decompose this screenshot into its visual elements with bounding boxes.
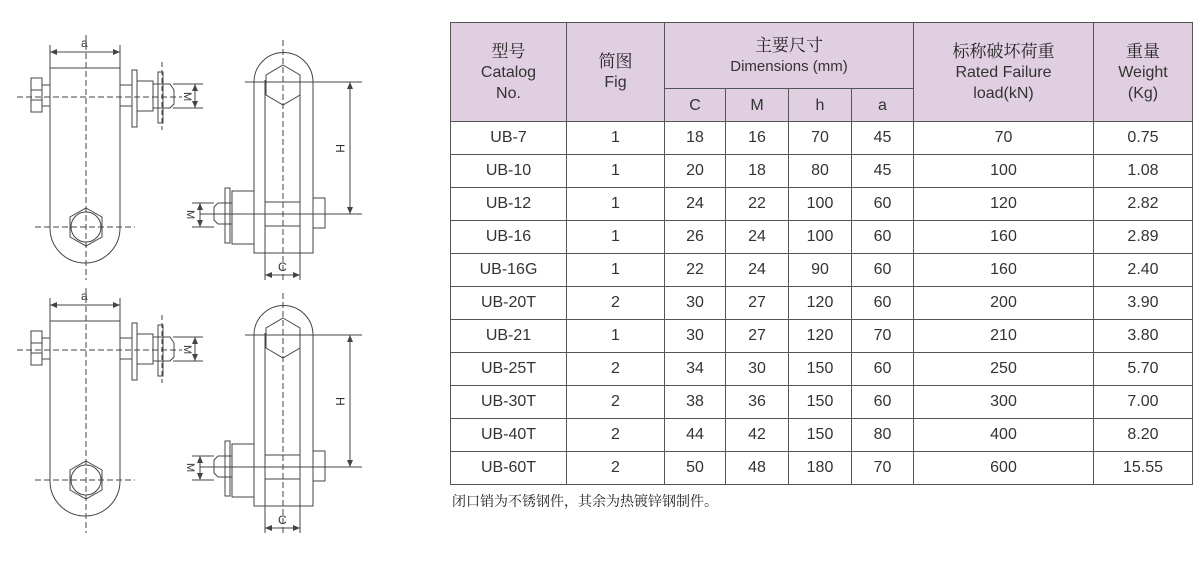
cell-catalog-no: UB-21 bbox=[451, 320, 567, 353]
cell-c: 26 bbox=[665, 221, 726, 254]
label-a: a bbox=[81, 36, 88, 50]
cell-m: 18 bbox=[726, 155, 789, 188]
cell-a: 45 bbox=[852, 122, 914, 155]
cell-c: 30 bbox=[665, 287, 726, 320]
cell-h: 150 bbox=[789, 419, 852, 452]
cell-fig: 1 bbox=[567, 221, 665, 254]
cell-fig: 1 bbox=[567, 188, 665, 221]
cell-rated-load: 100 bbox=[914, 155, 1094, 188]
cell-c: 30 bbox=[665, 320, 726, 353]
cell-m: 16 bbox=[726, 122, 789, 155]
cell-weight: 2.89 bbox=[1094, 221, 1193, 254]
header-h: h bbox=[789, 89, 852, 122]
cell-h: 80 bbox=[789, 155, 852, 188]
cell-a: 70 bbox=[852, 320, 914, 353]
cell-h: 150 bbox=[789, 353, 852, 386]
label-m: M bbox=[181, 92, 193, 102]
cell-catalog-no: UB-10 bbox=[451, 155, 567, 188]
label-a: a bbox=[81, 289, 88, 303]
cell-c: 50 bbox=[665, 452, 726, 485]
cell-weight: 7.00 bbox=[1094, 386, 1193, 419]
cell-c: 22 bbox=[665, 254, 726, 287]
cell-fig: 2 bbox=[567, 353, 665, 386]
cell-fig: 2 bbox=[567, 287, 665, 320]
cell-catalog-no: UB-20T bbox=[451, 287, 567, 320]
cell-a: 70 bbox=[852, 452, 914, 485]
cell-m: 30 bbox=[726, 353, 789, 386]
table-row bbox=[451, 287, 1193, 320]
cell-h: 100 bbox=[789, 221, 852, 254]
cell-fig: 1 bbox=[567, 155, 665, 188]
header-fig: 简图 Fig bbox=[567, 23, 665, 122]
cell-c: 24 bbox=[665, 188, 726, 221]
cell-weight: 3.90 bbox=[1094, 287, 1193, 320]
cell-weight: 3.80 bbox=[1094, 320, 1193, 353]
cell-weight: 2.40 bbox=[1094, 254, 1193, 287]
header-load: 标称破坏荷重 Rated Failure load(kN) bbox=[914, 23, 1094, 122]
cell-catalog-no: UB-16 bbox=[451, 221, 567, 254]
cell-rated-load: 160 bbox=[914, 221, 1094, 254]
table-row bbox=[451, 320, 1193, 353]
figure-2 bbox=[17, 288, 362, 535]
cell-a: 45 bbox=[852, 155, 914, 188]
cell-fig: 1 bbox=[567, 254, 665, 287]
cell-rated-load: 400 bbox=[914, 419, 1094, 452]
cell-rated-load: 160 bbox=[914, 254, 1094, 287]
cell-h: 180 bbox=[789, 452, 852, 485]
cell-rated-load: 70 bbox=[914, 122, 1094, 155]
cell-fig: 1 bbox=[567, 122, 665, 155]
label-h: H bbox=[333, 397, 347, 406]
cell-weight: 0.75 bbox=[1094, 122, 1193, 155]
cell-rated-load: 120 bbox=[914, 188, 1094, 221]
cell-weight: 2.82 bbox=[1094, 188, 1193, 221]
cell-c: 38 bbox=[665, 386, 726, 419]
cell-fig: 2 bbox=[567, 452, 665, 485]
cell-a: 60 bbox=[852, 254, 914, 287]
cell-a: 60 bbox=[852, 287, 914, 320]
cell-weight: 15.55 bbox=[1094, 452, 1193, 485]
cell-catalog-no: UB-16G bbox=[451, 254, 567, 287]
cell-h: 90 bbox=[789, 254, 852, 287]
table-row bbox=[451, 254, 1193, 287]
cell-c: 18 bbox=[665, 122, 726, 155]
cell-a: 60 bbox=[852, 386, 914, 419]
label-m: M bbox=[184, 210, 196, 220]
cell-rated-load: 200 bbox=[914, 287, 1094, 320]
cell-m: 36 bbox=[726, 386, 789, 419]
cell-weight: 1.08 bbox=[1094, 155, 1193, 188]
cell-a: 60 bbox=[852, 221, 914, 254]
cell-fig: 2 bbox=[567, 419, 665, 452]
cell-rated-load: 250 bbox=[914, 353, 1094, 386]
table-row bbox=[451, 353, 1193, 386]
cell-weight: 5.70 bbox=[1094, 353, 1193, 386]
spec-table bbox=[450, 22, 1193, 485]
table-row bbox=[451, 188, 1193, 221]
cell-catalog-no: UB-25T bbox=[451, 353, 567, 386]
label-m: M bbox=[181, 345, 193, 355]
cell-c: 20 bbox=[665, 155, 726, 188]
table-row bbox=[451, 419, 1193, 452]
table-row bbox=[451, 155, 1193, 188]
cell-fig: 2 bbox=[567, 386, 665, 419]
label-c: C bbox=[278, 513, 287, 527]
cell-m: 24 bbox=[726, 221, 789, 254]
cell-weight: 8.20 bbox=[1094, 419, 1193, 452]
label-h: H bbox=[333, 144, 347, 153]
footnote: 闭口销为不锈钢件，其余为热镀锌钢制件。 bbox=[452, 494, 718, 510]
cell-m: 24 bbox=[726, 254, 789, 287]
cell-catalog-no: UB-40T bbox=[451, 419, 567, 452]
label-c: C bbox=[278, 260, 287, 274]
cell-rated-load: 300 bbox=[914, 386, 1094, 419]
cell-m: 48 bbox=[726, 452, 789, 485]
cell-m: 22 bbox=[726, 188, 789, 221]
cell-c: 34 bbox=[665, 353, 726, 386]
cell-h: 70 bbox=[789, 122, 852, 155]
label-m: M bbox=[184, 463, 196, 473]
cell-catalog-no: UB-7 bbox=[451, 122, 567, 155]
cell-h: 100 bbox=[789, 188, 852, 221]
cell-m: 42 bbox=[726, 419, 789, 452]
cell-m: 27 bbox=[726, 287, 789, 320]
cell-catalog-no: UB-30T bbox=[451, 386, 567, 419]
header-catalog: 型号 Catalog No. bbox=[451, 23, 567, 122]
cell-catalog-no: UB-60T bbox=[451, 452, 567, 485]
cell-a: 60 bbox=[852, 188, 914, 221]
table-row bbox=[451, 221, 1193, 254]
header-c: C bbox=[665, 89, 726, 122]
cell-h: 150 bbox=[789, 386, 852, 419]
cell-catalog-no: UB-12 bbox=[451, 188, 567, 221]
header-dimensions: 主要尺寸 Dimensions (mm) bbox=[665, 23, 914, 89]
header-m: M bbox=[726, 89, 789, 122]
table-row bbox=[451, 122, 1193, 155]
figure-1 bbox=[17, 35, 362, 282]
header-a: a bbox=[852, 89, 914, 122]
cell-a: 80 bbox=[852, 419, 914, 452]
technical-drawings bbox=[0, 0, 440, 586]
table-row bbox=[451, 452, 1193, 485]
cell-rated-load: 600 bbox=[914, 452, 1094, 485]
cell-h: 120 bbox=[789, 287, 852, 320]
cell-a: 60 bbox=[852, 353, 914, 386]
table-row bbox=[451, 386, 1193, 419]
header-weight: 重量 Weight (Kg) bbox=[1094, 23, 1193, 122]
cell-m: 27 bbox=[726, 320, 789, 353]
cell-c: 44 bbox=[665, 419, 726, 452]
cell-fig: 1 bbox=[567, 320, 665, 353]
cell-rated-load: 210 bbox=[914, 320, 1094, 353]
cell-h: 120 bbox=[789, 320, 852, 353]
